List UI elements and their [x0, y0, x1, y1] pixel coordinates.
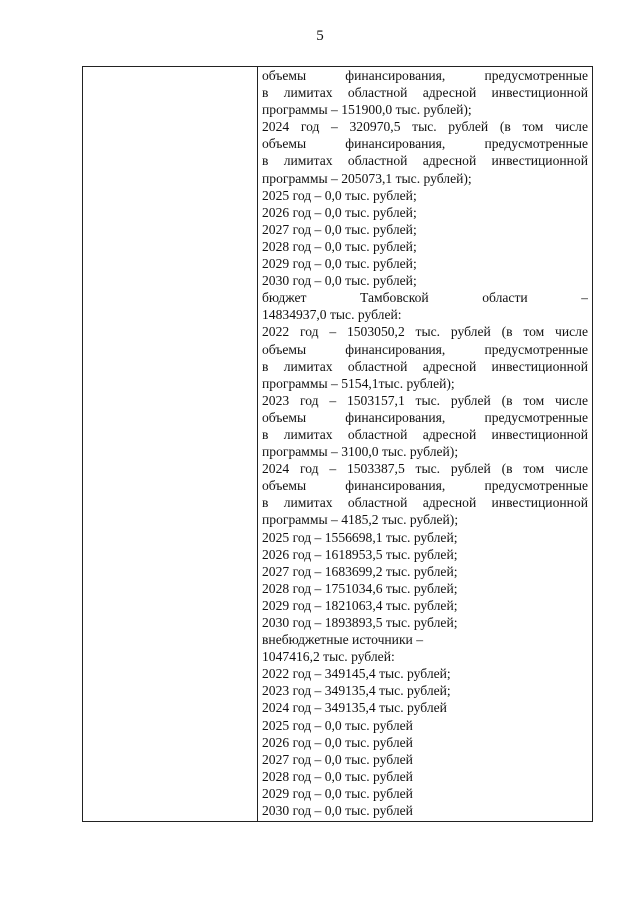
text-line: 2030 год – 0,0 тыс. рублей; [262, 273, 417, 289]
text-line: 2030 год – 1893893,5 тыс. рублей; [262, 615, 458, 630]
text-line: в лимитах областной адресной инвестиционной [262, 358, 588, 374]
text-line: объемы финансирования, предусмотренные [262, 478, 588, 494]
table-right-cell [258, 67, 592, 821]
text-line: 2023 год – 1503157,1 тыс. рублей (в том числе [262, 392, 588, 408]
text-line: 2029 год – 1821063,4 тыс. рублей; [262, 597, 458, 613]
text-line: 2030 год – 0,0 тыс. рублей [262, 803, 413, 819]
text-line: 2027 год – 0,0 тыс. рублей; [262, 221, 417, 237]
text-line: программы – 4185,2 тыс. рублей); [262, 512, 459, 528]
text-line: объемы финансирования, предусмотренные [262, 341, 588, 357]
text-line: в лимитах областной адресной инвестиционной [262, 85, 588, 101]
text-line: 2026 год – 0,0 тыс. рублей; [262, 204, 417, 220]
text-line: 2027 год – 1683699,2 тыс. рублей; [262, 563, 458, 579]
text-line: 2024 год – 1503387,5 тыс. рублей (в том числе [262, 461, 588, 477]
text-line: 2026 год – 1618953,5 тыс. рублей; [262, 546, 458, 562]
text-line: программы – 151900,0 тыс. рублей); [262, 102, 472, 118]
text-line: объемы финансирования, предусмотренные [262, 68, 588, 83]
text-line: 2028 год – 1751034,6 тыс. рублей; [262, 580, 458, 596]
text-line: в лимитах областной адресной инвестиционной [262, 153, 588, 169]
text-line: объемы финансирования, предусмотренные [262, 409, 588, 425]
text-line: 14834937,0 тыс. рублей: [262, 307, 402, 323]
text-line: 2028 год – 0,0 тыс. рублей [262, 768, 413, 784]
text-line: 2028 год – 0,0 тыс. рублей; [262, 238, 417, 254]
text-line: 2022 год – 349145,4 тыс. рублей; [262, 666, 451, 682]
text-line: программы – 3100,0 тыс. рублей); [262, 444, 459, 460]
text-line: объемы финансирования, предусмотренные [262, 136, 588, 152]
table-left-cell [83, 67, 258, 821]
text-line: 2025 год – 0,0 тыс. рублей; [262, 187, 417, 203]
text-line: 2025 год – 0,0 тыс. рублей [262, 717, 413, 733]
text-line: в лимитах областной адресной инвестиционной [262, 426, 588, 442]
text-line: программы – 205073,1 тыс. рублей); [262, 170, 472, 186]
page-number: 5 [316, 28, 324, 44]
funding-table [82, 66, 593, 822]
text-line: 2025 год – 1556698,1 тыс. рублей; [262, 529, 458, 545]
text-line: 2027 год – 0,0 тыс. рублей [262, 751, 413, 767]
text-line: 2026 год – 0,0 тыс. рублей [262, 734, 413, 750]
text-line: программы – 5154,1тыс. рублей); [262, 375, 455, 391]
text-line: 2024 год – 349135,4 тыс. рублей [262, 700, 447, 716]
text-line: в лимитах областной адресной инвестиционной [262, 495, 588, 511]
text-line: 1047416,2 тыс. рублей: [262, 649, 395, 665]
text-line: 2029 год – 0,0 тыс. рублей; [262, 256, 417, 272]
text-line: 2022 год – 1503050,2 тыс. рублей (в том числе [262, 324, 588, 340]
text-line: 2024 год – 320970,5 тыс. рублей (в том числе [262, 119, 588, 135]
text-line: 2029 год – 0,0 тыс. рублей [262, 785, 413, 801]
text-line: бюджет Тамбовской области – [262, 290, 588, 306]
text-line: внебюджетные источники – [262, 632, 424, 648]
text-line: 2023 год – 349135,4 тыс. рублей; [262, 683, 451, 699]
